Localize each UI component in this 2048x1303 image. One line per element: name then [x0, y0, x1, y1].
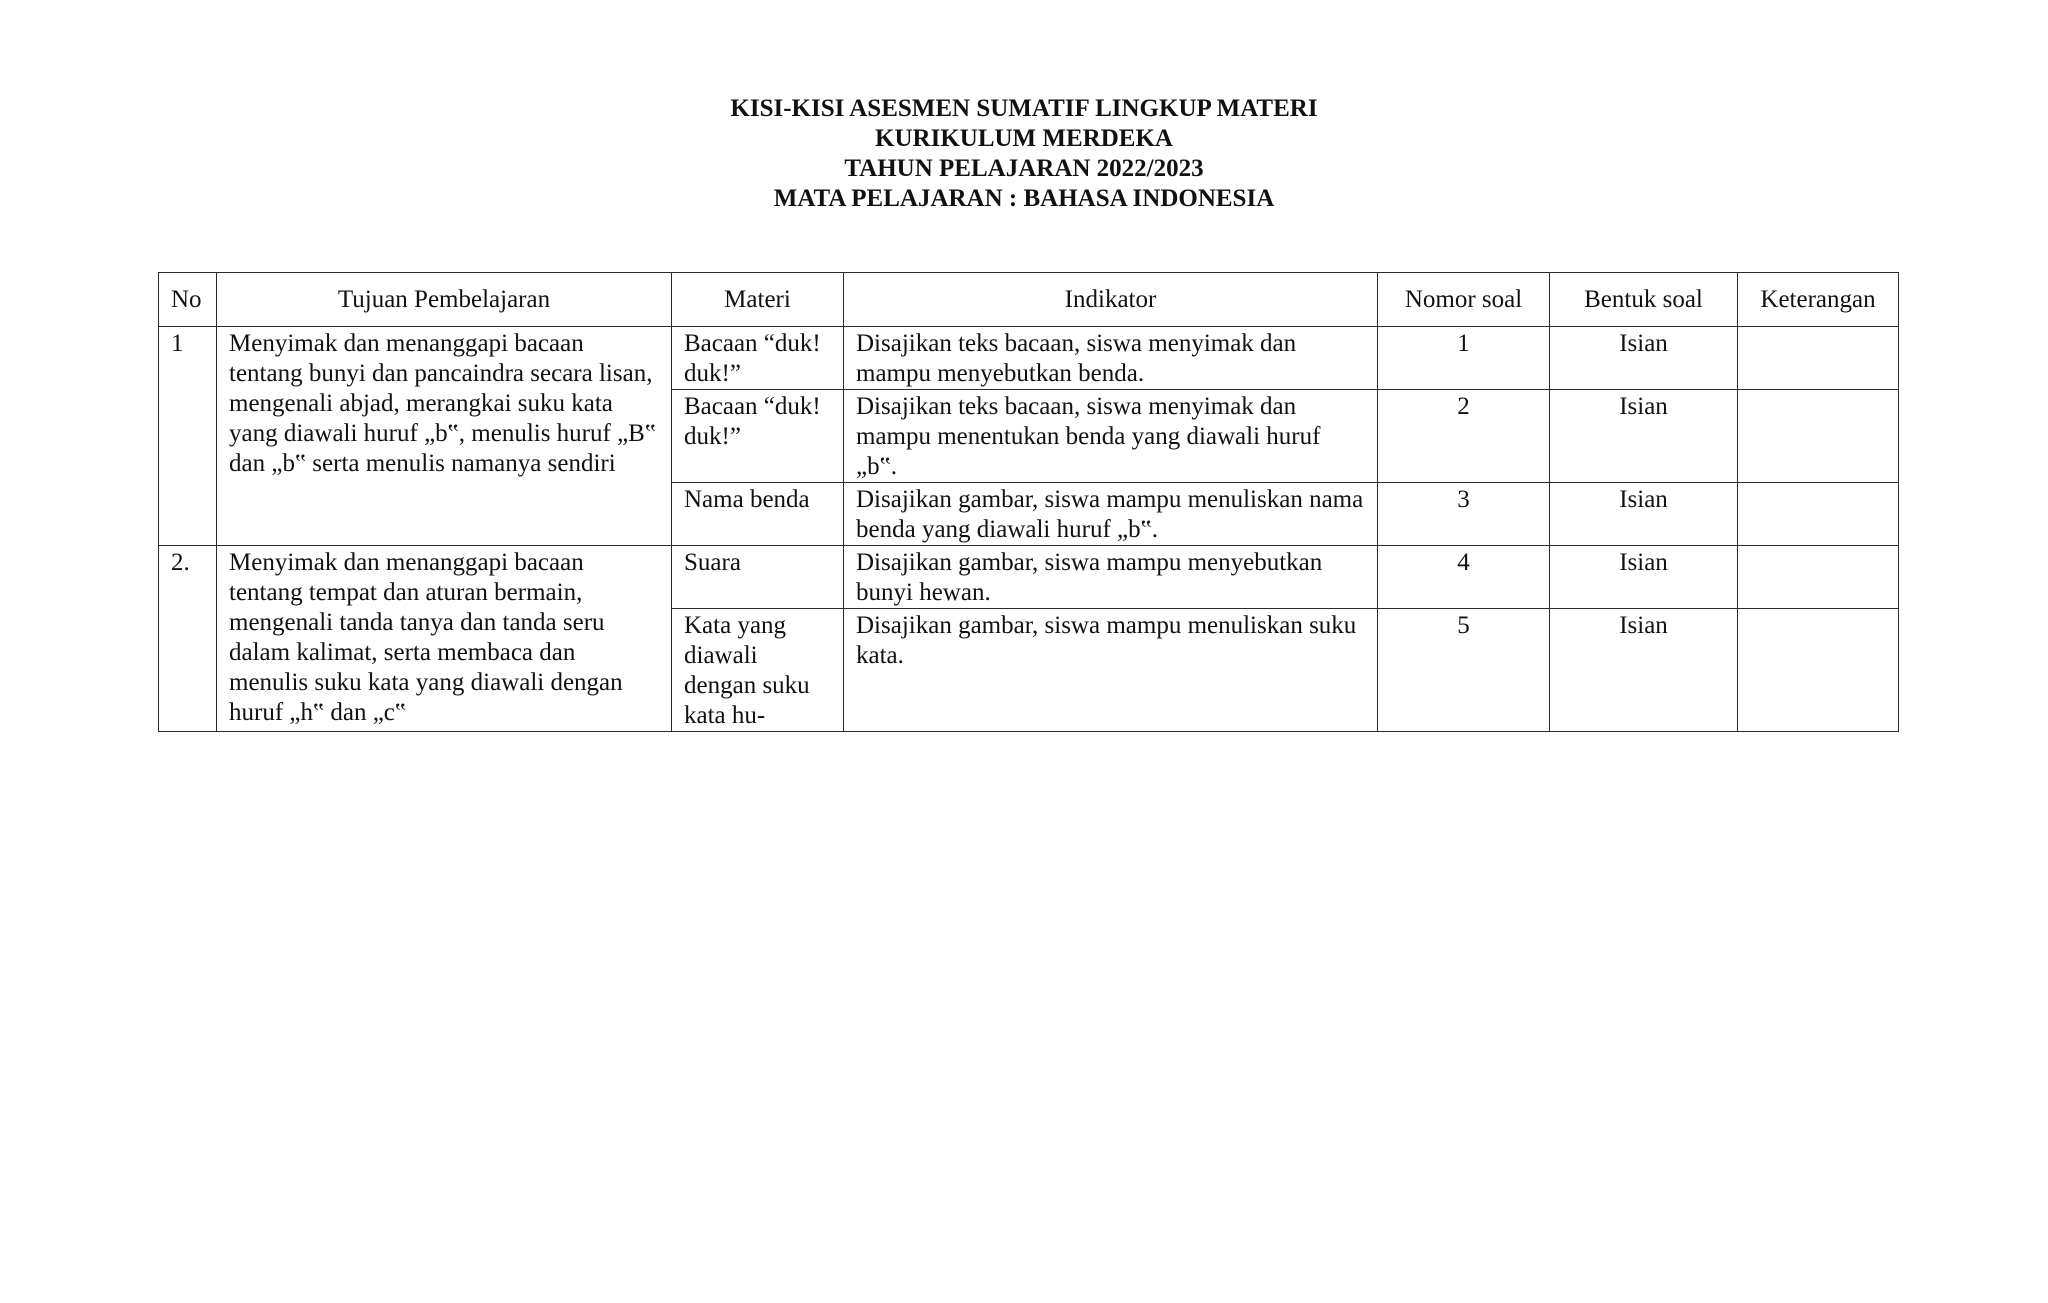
column-header-tujuan: Tujuan Pembelajaran [217, 273, 672, 327]
bentuk-soal-cell: Isian [1550, 546, 1738, 609]
subject-line: MATA PELAJARAN : BAHASA INDONESIA [773, 185, 1275, 212]
row-number-cell: 1 [159, 327, 217, 546]
column-header-bentuk-soal: Bentuk soal [1550, 273, 1738, 327]
table-header-row [159, 273, 1899, 327]
bentuk-soal-cell: Isian [1550, 327, 1738, 390]
document-header [0, 94, 2048, 214]
row-number-cell: 2. [159, 546, 217, 732]
keterangan-cell [1738, 390, 1899, 483]
column-header-nomor-soal: Nomor soal [1378, 273, 1550, 327]
nomor-soal-cell: 3 [1378, 483, 1550, 546]
materi-cell: Nama benda [672, 483, 844, 546]
indikator-cell: Disajikan gambar, siswa mampu menyebutkan bunyi hewan. [844, 546, 1378, 609]
materi-cell: Bacaan “duk! duk!” [672, 327, 844, 390]
keterangan-cell [1738, 546, 1899, 609]
keterangan-cell [1738, 483, 1899, 546]
indikator-cell: Disajikan teks bacaan, siswa menyimak dan mampu menyebutkan benda. [844, 327, 1378, 390]
table-row [159, 327, 1899, 390]
column-header-materi: Materi [672, 273, 844, 327]
table-row [159, 546, 1899, 609]
assessment-grid-table [158, 272, 1899, 732]
column-header-indikator: Indikator [844, 273, 1378, 327]
learning-objective-cell: Menyimak dan menanggapi bacaan tentang tempat dan aturan bermain, mengenali tanda tanya dan tanda seru dalam kalimat, serta membaca dan menulis suku kata yang diawali dengan huruf „h‟ dan „c‟ [217, 546, 672, 732]
materi-cell: Bacaan “duk! duk!” [672, 390, 844, 483]
indikator-cell: Disajikan gambar, siswa mampu menuliskan suku kata. [844, 609, 1378, 732]
curriculum-line: KURIKULUM MERDEKA [875, 125, 1173, 152]
indikator-cell: Disajikan teks bacaan, siswa menyimak dan mampu menentukan benda yang diawali huruf „b‟. [844, 390, 1378, 483]
learning-objective-cell: Menyimak dan menanggapi bacaan tentang bunyi dan pancaindra secara lisan, mengenali abjad, merangkai suku kata yang diawali huruf „b‟, menulis huruf „B‟ dan „b‟ serta menulis namanya sendiri [217, 327, 672, 546]
bentuk-soal-cell: Isian [1550, 390, 1738, 483]
nomor-soal-cell: 2 [1378, 390, 1550, 483]
column-header-no: No [159, 273, 217, 327]
column-header-keterangan: Keterangan [1738, 273, 1899, 327]
keterangan-cell [1738, 609, 1899, 732]
nomor-soal-cell: 5 [1378, 609, 1550, 732]
school-year-line: TAHUN PELAJARAN 2022/2023 [844, 155, 1204, 182]
materi-cell: Kata yang diawali dengan suku kata hu- [672, 609, 844, 732]
nomor-soal-cell: 4 [1378, 546, 1550, 609]
bentuk-soal-cell: Isian [1550, 609, 1738, 732]
nomor-soal-cell: 1 [1378, 327, 1550, 390]
bentuk-soal-cell: Isian [1550, 483, 1738, 546]
indikator-cell: Disajikan gambar, siswa mampu menuliskan nama benda yang diawali huruf „b‟. [844, 483, 1378, 546]
document-title: KISI-KISI ASESMEN SUMATIF LINGKUP MATERI [730, 95, 1318, 122]
materi-cell: Suara [672, 546, 844, 609]
keterangan-cell [1738, 327, 1899, 390]
